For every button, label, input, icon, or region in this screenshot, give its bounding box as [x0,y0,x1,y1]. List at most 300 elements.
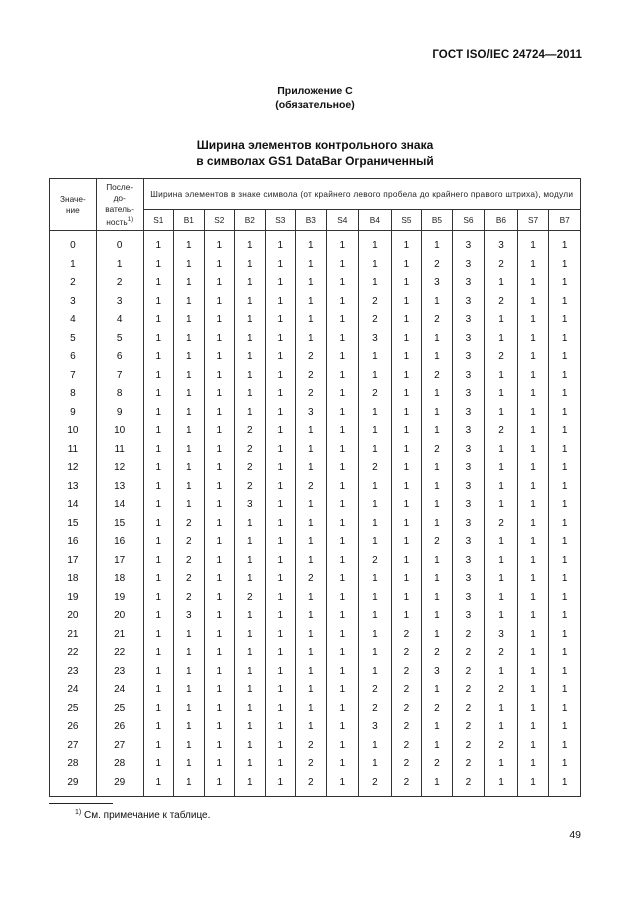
cell-width: 1 [204,699,235,718]
cell-width: 1 [143,773,174,796]
table-row [50,385,581,404]
cell-width: 1 [204,551,235,570]
cell-width: 1 [517,440,549,459]
cell-width: 3 [452,366,485,385]
cell-width: 2 [359,385,392,404]
cell-width: 1 [391,459,422,478]
cell-width: 3 [422,662,453,681]
cell-width: 1 [326,292,359,311]
cell-width: 1 [235,255,266,274]
table-row [50,755,581,774]
cell-width: 1 [204,773,235,796]
cell-width: 1 [296,718,327,737]
cell-width: 1 [422,496,453,515]
cell-width: 1 [517,718,549,737]
cell-width: 1 [235,366,266,385]
cell-width: 1 [235,329,266,348]
cell-width: 3 [452,255,485,274]
cell-width: 1 [265,755,296,774]
cell-width: 1 [204,274,235,293]
cell-width: 1 [359,231,392,256]
cell-width: 1 [265,477,296,496]
cell-width: 1 [391,366,422,385]
cell-width: 1 [422,570,453,589]
cell-width: 2 [359,292,392,311]
cell-width: 1 [326,699,359,718]
cell-value: 1 [50,255,97,274]
header-module-b5: B5 [422,210,453,231]
cell-width: 1 [296,699,327,718]
cell-width: 1 [517,551,549,570]
table-row [50,607,581,626]
cell-width: 1 [391,533,422,552]
cell-width: 1 [296,551,327,570]
cell-width: 1 [326,329,359,348]
cell-width: 1 [296,496,327,515]
cell-width: 1 [359,366,392,385]
cell-width: 2 [391,644,422,663]
cell-width: 1 [265,773,296,796]
cell-value: 11 [50,440,97,459]
header-module-b1: B1 [174,210,205,231]
cell-width: 1 [422,514,453,533]
cell-width: 1 [517,773,549,796]
cell-sequence: 29 [96,773,143,796]
cell-width: 1 [296,514,327,533]
table-row [50,644,581,663]
cell-width: 1 [517,459,549,478]
cell-width: 1 [391,403,422,422]
cell-width: 1 [391,348,422,367]
cell-width: 2 [174,551,205,570]
cell-sequence: 11 [96,440,143,459]
cell-sequence: 13 [96,477,143,496]
table-row [50,736,581,755]
cell-width: 1 [265,366,296,385]
table-row [50,570,581,589]
cell-value: 8 [50,385,97,404]
cell-width: 1 [391,274,422,293]
standard-header: ГОСТ ISO/IEC 24724—2011 [432,49,582,61]
header-value [50,179,97,231]
table-row [50,366,581,385]
cell-width: 3 [296,403,327,422]
cell-sequence: 6 [96,348,143,367]
cell-width: 1 [485,699,518,718]
cell-width: 2 [174,588,205,607]
cell-width: 1 [326,625,359,644]
cell-width: 1 [326,440,359,459]
cell-width: 1 [391,440,422,459]
cell-width: 1 [485,662,518,681]
header-sequence-text: ность [106,216,128,227]
cell-width: 2 [391,625,422,644]
cell-width: 1 [296,329,327,348]
cell-width: 1 [359,588,392,607]
cell-width: 1 [143,274,174,293]
cell-value: 28 [50,755,97,774]
cell-width: 1 [517,514,549,533]
cell-width: 1 [296,422,327,441]
cell-width: 1 [517,699,549,718]
cell-width: 1 [235,514,266,533]
cell-width: 1 [204,681,235,700]
cell-width: 1 [326,773,359,796]
cell-width: 1 [391,514,422,533]
cell-width: 1 [391,311,422,330]
cell-width: 1 [265,255,296,274]
cell-width: 1 [174,255,205,274]
cell-width: 1 [549,514,581,533]
cell-width: 1 [204,231,235,256]
cell-width: 1 [174,718,205,737]
cell-sequence: 3 [96,292,143,311]
cell-width: 2 [296,348,327,367]
cell-width: 1 [143,231,174,256]
cell-width: 1 [326,366,359,385]
cell-width: 1 [174,311,205,330]
cell-width: 1 [296,607,327,626]
cell-width: 1 [204,292,235,311]
cell-width: 1 [549,440,581,459]
cell-width: 1 [422,348,453,367]
cell-width: 2 [391,699,422,718]
cell-width: 1 [204,514,235,533]
cell-width: 1 [422,551,453,570]
cell-width: 3 [452,329,485,348]
cell-width: 3 [452,385,485,404]
cell-width: 1 [143,533,174,552]
cell-value: 16 [50,533,97,552]
cell-width: 2 [359,311,392,330]
table-row [50,533,581,552]
cell-sequence: 7 [96,366,143,385]
cell-width: 1 [549,496,581,515]
cell-width: 3 [452,588,485,607]
cell-value: 20 [50,607,97,626]
cell-width: 1 [143,292,174,311]
annex-name: Приложение С [277,85,353,97]
cell-width: 3 [452,496,485,515]
cell-width: 2 [485,348,518,367]
cell-value: 0 [50,231,97,256]
footnote-marker: 1) [75,809,82,816]
cell-width: 2 [452,681,485,700]
cell-width: 1 [204,348,235,367]
table-row [50,773,581,796]
cell-width: 2 [485,644,518,663]
cell-width: 2 [452,773,485,796]
cell-width: 1 [174,496,205,515]
table-row [50,496,581,515]
cell-width: 1 [235,403,266,422]
header-module-s1: S1 [143,210,174,231]
cell-width: 1 [143,440,174,459]
cell-width: 1 [391,292,422,311]
cell-width: 3 [452,274,485,293]
cell-width: 1 [204,385,235,404]
cell-width: 1 [517,533,549,552]
cell-width: 3 [452,607,485,626]
cell-width: 2 [359,551,392,570]
cell-width: 1 [485,477,518,496]
cell-width: 1 [204,496,235,515]
cell-width: 2 [359,773,392,796]
cell-width: 1 [265,422,296,441]
cell-value: 17 [50,551,97,570]
cell-width: 1 [359,274,392,293]
cell-width: 3 [452,440,485,459]
cell-width: 1 [265,385,296,404]
table-row [50,255,581,274]
cell-width: 1 [174,681,205,700]
table-row [50,514,581,533]
cell-width: 1 [174,403,205,422]
table-row [50,588,581,607]
cell-value: 5 [50,329,97,348]
cell-width: 1 [517,662,549,681]
cell-width: 1 [549,662,581,681]
cell-width: 1 [174,385,205,404]
cell-width: 1 [517,588,549,607]
cell-width: 2 [485,292,518,311]
header-sequence-line: После- [106,181,134,192]
cell-width: 2 [422,440,453,459]
cell-width: 1 [391,231,422,256]
cell-width: 1 [143,459,174,478]
cell-width: 1 [326,477,359,496]
cell-width: 1 [326,274,359,293]
cell-width: 1 [485,496,518,515]
cell-width: 2 [296,736,327,755]
cell-value: 29 [50,773,97,796]
cell-width: 1 [517,311,549,330]
cell-width: 1 [143,718,174,737]
cell-width: 2 [359,681,392,700]
cell-width: 1 [326,588,359,607]
cell-width: 2 [235,422,266,441]
cell-width: 1 [391,255,422,274]
cell-width: 1 [235,773,266,796]
cell-width: 1 [359,644,392,663]
header-module-s3: S3 [265,210,296,231]
cell-width: 1 [265,403,296,422]
cell-width: 1 [174,773,205,796]
header-module-b2: B2 [235,210,266,231]
cell-width: 1 [549,607,581,626]
table-title [0,137,630,169]
cell-width: 1 [422,736,453,755]
cell-width: 1 [359,255,392,274]
cell-width: 1 [359,625,392,644]
cell-width: 1 [359,348,392,367]
annex-type: (обязательное) [275,99,355,111]
cell-width: 2 [422,699,453,718]
cell-width: 1 [235,607,266,626]
cell-sequence: 10 [96,422,143,441]
cell-width: 1 [549,773,581,796]
cell-value: 3 [50,292,97,311]
cell-sequence: 4 [96,311,143,330]
cell-width: 1 [326,422,359,441]
cell-width: 1 [143,255,174,274]
cell-width: 1 [359,755,392,774]
cell-width: 1 [204,755,235,774]
cell-width: 1 [143,551,174,570]
cell-value: 25 [50,699,97,718]
table-row [50,662,581,681]
cell-width: 2 [391,773,422,796]
cell-width: 1 [204,607,235,626]
cell-width: 1 [143,644,174,663]
cell-width: 1 [265,514,296,533]
cell-width: 1 [174,459,205,478]
cell-width: 1 [235,551,266,570]
cell-width: 1 [359,570,392,589]
cell-width: 1 [326,607,359,626]
cell-width: 1 [549,570,581,589]
cell-width: 1 [517,403,549,422]
cell-width: 2 [452,625,485,644]
cell-width: 2 [296,477,327,496]
cell-width: 1 [326,551,359,570]
cell-width: 1 [326,533,359,552]
cell-width: 1 [143,311,174,330]
cell-width: 1 [517,736,549,755]
table-title-line-2: в символах GS1 DataBar Ограниченный [196,154,434,168]
header-sequence [96,179,143,231]
cell-width: 1 [204,736,235,755]
cell-width: 3 [452,570,485,589]
cell-sequence: 12 [96,459,143,478]
footnote [75,809,210,821]
header-module-s4: S4 [326,210,359,231]
cell-width: 1 [485,385,518,404]
cell-width: 2 [422,366,453,385]
cell-width: 2 [391,755,422,774]
cell-width: 1 [174,644,205,663]
cell-value: 26 [50,718,97,737]
cell-width: 1 [204,255,235,274]
cell-width: 2 [452,736,485,755]
cell-width: 2 [422,644,453,663]
cell-width: 1 [549,366,581,385]
table-row [50,311,581,330]
cell-width: 1 [549,625,581,644]
cell-width: 1 [174,274,205,293]
cell-width: 1 [549,422,581,441]
cell-width: 1 [326,459,359,478]
cell-sequence: 22 [96,644,143,663]
cell-width: 2 [391,662,422,681]
cell-value: 2 [50,274,97,293]
cell-width: 1 [296,292,327,311]
cell-width: 1 [296,274,327,293]
cell-value: 24 [50,681,97,700]
cell-width: 1 [174,662,205,681]
cell-width: 1 [143,403,174,422]
cell-width: 1 [235,533,266,552]
cell-width: 1 [485,533,518,552]
cell-width: 1 [143,625,174,644]
cell-width: 1 [174,231,205,256]
cell-width: 1 [204,422,235,441]
header-module-b7: B7 [549,210,581,231]
cell-width: 1 [235,718,266,737]
cell-width: 1 [549,681,581,700]
cell-width: 1 [359,440,392,459]
cell-width: 2 [485,422,518,441]
cell-width: 1 [549,348,581,367]
cell-width: 1 [143,329,174,348]
cell-width: 1 [326,718,359,737]
cell-width: 1 [204,644,235,663]
cell-width: 1 [422,607,453,626]
cell-width: 1 [143,570,174,589]
footnote-ref: 1) [127,216,134,223]
cell-width: 1 [391,570,422,589]
cell-width: 1 [235,348,266,367]
cell-width: 1 [517,477,549,496]
cell-width: 1 [143,477,174,496]
cell-width: 1 [143,514,174,533]
cell-width: 1 [265,681,296,700]
cell-width: 2 [359,459,392,478]
header-element-widths: Ширина элементов в знаке символа (от крайнего левого пробела до крайнего правого штриха), модули [143,179,580,210]
header-module-b3: B3 [296,210,327,231]
cell-value: 14 [50,496,97,515]
cell-width: 1 [517,755,549,774]
cell-value: 6 [50,348,97,367]
footnote-text: См. примечание к таблице. [84,810,211,821]
cell-width: 1 [517,422,549,441]
cell-width: 2 [485,255,518,274]
cell-width: 1 [143,422,174,441]
cell-width: 3 [359,718,392,737]
cell-width: 1 [391,385,422,404]
cell-width: 2 [391,681,422,700]
cell-width: 1 [359,533,392,552]
cell-width: 1 [485,366,518,385]
cell-width: 1 [422,403,453,422]
cell-sequence: 26 [96,718,143,737]
cell-value: 4 [50,311,97,330]
cell-width: 2 [296,773,327,796]
cell-width: 1 [296,662,327,681]
cell-width: 2 [391,736,422,755]
cell-width: 1 [422,231,453,256]
cell-width: 1 [359,514,392,533]
cell-width: 1 [549,403,581,422]
cell-width: 1 [517,644,549,663]
cell-width: 1 [485,718,518,737]
cell-width: 1 [296,644,327,663]
cell-width: 1 [359,736,392,755]
cell-width: 1 [549,255,581,274]
cell-width: 1 [174,755,205,774]
cell-width: 3 [452,403,485,422]
cell-width: 1 [391,607,422,626]
cell-sequence: 21 [96,625,143,644]
cell-width: 1 [485,588,518,607]
cell-width: 2 [485,514,518,533]
cell-sequence: 24 [96,681,143,700]
cell-width: 1 [143,662,174,681]
cell-width: 2 [235,440,266,459]
cell-width: 1 [265,292,296,311]
cell-sequence: 25 [96,699,143,718]
cell-width: 1 [517,231,549,256]
